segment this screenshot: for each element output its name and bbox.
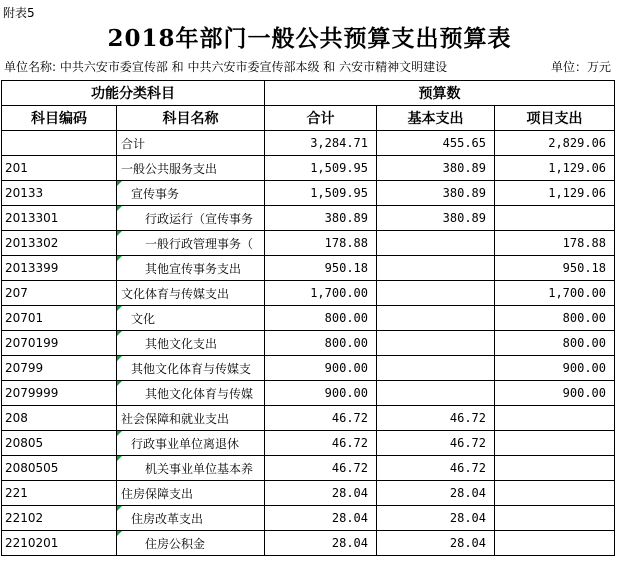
budget-table — [1, 80, 615, 556]
code-cell: 2013302 — [2, 231, 117, 256]
name-cell: 文化体育与传媒支出 — [117, 281, 265, 306]
total-cell: 800.00 — [265, 331, 377, 356]
name-cell: 合计 — [117, 131, 265, 156]
total-cell: 28.04 — [265, 481, 377, 506]
header-name: 科目名称 — [117, 106, 265, 131]
basic-cell — [377, 356, 495, 381]
code-cell: 2210201 — [2, 531, 117, 556]
project-cell: 900.00 — [495, 356, 615, 381]
total-cell: 28.04 — [265, 506, 377, 531]
project-cell — [495, 206, 615, 231]
header-basic: 基本支出 — [377, 106, 495, 131]
project-cell — [495, 431, 615, 456]
header-code: 科目编码 — [2, 106, 117, 131]
basic-cell: 46.72 — [377, 456, 495, 481]
total-cell: 380.89 — [265, 206, 377, 231]
project-cell: 2,829.06 — [495, 131, 615, 156]
total-cell: 28.04 — [265, 531, 377, 556]
name-cell: 宣传事务 — [117, 181, 265, 206]
table-row — [2, 356, 615, 381]
code-cell: 208 — [2, 406, 117, 431]
header-category: 功能分类科目 — [2, 81, 265, 106]
total-cell: 46.72 — [265, 431, 377, 456]
project-cell — [495, 531, 615, 556]
total-cell: 1,509.95 — [265, 181, 377, 206]
table-row — [2, 231, 615, 256]
name-cell: 一般公共服务支出 — [117, 156, 265, 181]
table-row — [2, 256, 615, 281]
name-cell: 住房保障支出 — [117, 481, 265, 506]
total-cell: 900.00 — [265, 356, 377, 381]
code-cell: 20799 — [2, 356, 117, 381]
total-cell: 950.18 — [265, 256, 377, 281]
code-cell: 221 — [2, 481, 117, 506]
basic-cell — [377, 256, 495, 281]
basic-cell — [377, 306, 495, 331]
code-cell: 22102 — [2, 506, 117, 531]
code-cell: 20133 — [2, 181, 117, 206]
project-cell: 178.88 — [495, 231, 615, 256]
project-cell: 1,129.06 — [495, 156, 615, 181]
code-cell: 2080505 — [2, 456, 117, 481]
table-row — [2, 431, 615, 456]
code-cell: 2070199 — [2, 331, 117, 356]
table-row — [2, 506, 615, 531]
name-cell: 住房公积金 — [117, 531, 265, 556]
basic-cell: 380.89 — [377, 181, 495, 206]
table-row — [2, 481, 615, 506]
code-cell: 20701 — [2, 306, 117, 331]
name-cell: 行政事业单位离退休 — [117, 431, 265, 456]
basic-cell: 46.72 — [377, 431, 495, 456]
header-row-group — [2, 81, 615, 106]
table-row — [2, 531, 615, 556]
table-row — [2, 181, 615, 206]
header-budget: 预算数 — [265, 81, 615, 106]
page-title: 2018年部门一般公共预算支出预算表 — [107, 25, 512, 52]
code-cell: 201 — [2, 156, 117, 181]
name-cell: 其他文化体育与传媒支 — [117, 356, 265, 381]
name-cell: 住房改革支出 — [117, 506, 265, 531]
table-row — [2, 156, 615, 181]
project-cell: 800.00 — [495, 331, 615, 356]
basic-cell: 380.89 — [377, 156, 495, 181]
code-cell — [2, 131, 117, 156]
project-cell — [495, 406, 615, 431]
basic-cell: 46.72 — [377, 406, 495, 431]
unit-name-line: 单位名称: 中共六安市委宣传部 和 中共六安市委宣传部本级 和 六安市精神文明建设 — [4, 60, 448, 74]
project-cell — [495, 506, 615, 531]
name-cell: 一般行政管理事务（ — [117, 231, 265, 256]
basic-cell — [377, 381, 495, 406]
basic-cell: 380.89 — [377, 206, 495, 231]
total-cell: 800.00 — [265, 306, 377, 331]
table-row — [2, 406, 615, 431]
project-cell: 800.00 — [495, 306, 615, 331]
annex-label: 附表5 — [3, 6, 35, 20]
total-cell: 900.00 — [265, 381, 377, 406]
table-row — [2, 381, 615, 406]
table-row — [2, 306, 615, 331]
project-cell: 900.00 — [495, 381, 615, 406]
table-row — [2, 206, 615, 231]
total-cell: 3,284.71 — [265, 131, 377, 156]
basic-cell: 455.65 — [377, 131, 495, 156]
basic-cell — [377, 331, 495, 356]
code-cell: 2079999 — [2, 381, 117, 406]
name-cell: 文化 — [117, 306, 265, 331]
name-cell: 行政运行（宣传事务 — [117, 206, 265, 231]
basic-cell — [377, 281, 495, 306]
code-cell: 20805 — [2, 431, 117, 456]
name-cell: 其他宣传事务支出 — [117, 256, 265, 281]
code-cell: 2013301 — [2, 206, 117, 231]
currency-unit: 单位：万元 — [550, 60, 611, 74]
project-cell — [495, 481, 615, 506]
header-project: 项目支出 — [495, 106, 615, 131]
total-cell: 46.72 — [265, 406, 377, 431]
code-cell: 207 — [2, 281, 117, 306]
total-cell: 1,700.00 — [265, 281, 377, 306]
name-cell: 社会保障和就业支出 — [117, 406, 265, 431]
table-row — [2, 131, 615, 156]
header-total: 合计 — [265, 106, 377, 131]
project-cell: 1,129.06 — [495, 181, 615, 206]
basic-cell: 28.04 — [377, 506, 495, 531]
basic-cell — [377, 231, 495, 256]
header-row-columns — [2, 106, 615, 131]
name-cell: 其他文化体育与传媒 — [117, 381, 265, 406]
total-cell: 1,509.95 — [265, 156, 377, 181]
project-cell: 1,700.00 — [495, 281, 615, 306]
total-cell: 46.72 — [265, 456, 377, 481]
table-row — [2, 281, 615, 306]
basic-cell: 28.04 — [377, 531, 495, 556]
name-cell: 机关事业单位基本养 — [117, 456, 265, 481]
table-row — [2, 456, 615, 481]
project-cell — [495, 456, 615, 481]
basic-cell: 28.04 — [377, 481, 495, 506]
name-cell: 其他文化支出 — [117, 331, 265, 356]
total-cell: 178.88 — [265, 231, 377, 256]
table-body — [2, 131, 615, 556]
table-row — [2, 331, 615, 356]
code-cell: 2013399 — [2, 256, 117, 281]
project-cell: 950.18 — [495, 256, 615, 281]
